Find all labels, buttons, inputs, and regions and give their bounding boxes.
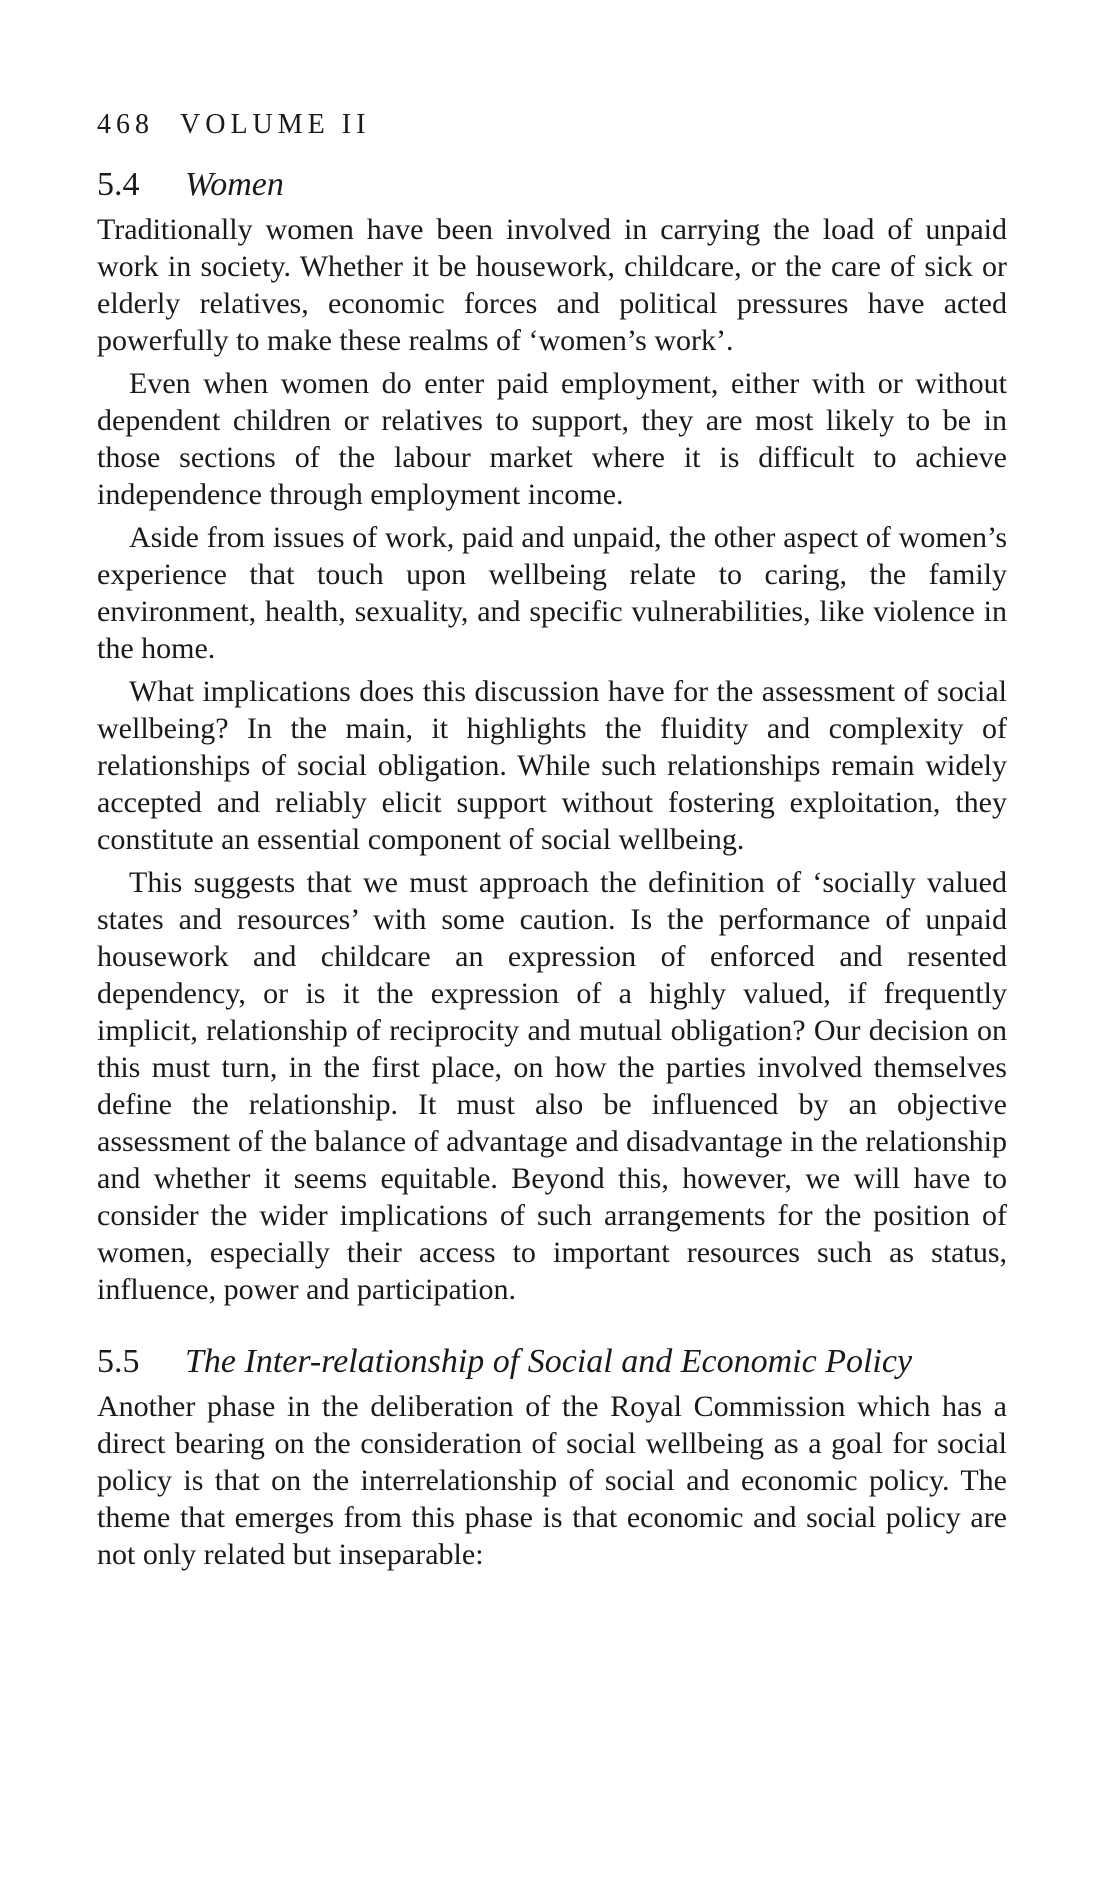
paragraph: Even when women do enter paid employment, either with or without dependent children or relatives to support, they are most likely to be in those sections of the labour market where it is difficult to achieve independence through employment income. — [97, 367, 1007, 511]
section-title: The Inter-relationship of Social and Economic Policy — [185, 1343, 913, 1380]
book-page — [97, 105, 1007, 1579]
section-number: 5.4 — [97, 166, 140, 203]
paragraph: What implications does this discussion have for the assessment of social wellbeing? In the main, it highlights the fluidity and complexity of relationships of social obligation. While such relationships remain widely accepted and reliably elicit support without fostering exploitation, they constitute an essential component of social wellbeing. — [97, 675, 1007, 856]
running-title: VOLUME II — [180, 109, 371, 140]
running-head — [97, 105, 1007, 145]
paragraph: This suggests that we must approach the definition of ‘socially valued states and resources’ with some caution. Is the performance of unpaid housework and childcare an expression of enforced and resented dependency, or is it the expression of a highly valued, if frequently implicit, relationship of reciprocity and mutual obligation? Our decision on this must turn, in the first place, on how the parties involved themselves define the relationship. It must also be influenced by an objective assessment of the balance of advantage and disadvantage in the relationship and whether it seems equitable. Beyond this, however, we will have to consider the wider implications of such arrangements for the position of women, especially their access to important resources such as status, influence, power and participation. — [97, 866, 1007, 1306]
section-title: Women — [185, 166, 284, 203]
section-heading-women — [97, 163, 1007, 207]
paragraph: Traditionally women have been involved in carrying the load of unpaid work in society. Whether it be housework, childcare, or the care of sick or elderly relatives, economic forces and political pressures have acted powerfully to make these realms of ‘women’s work’. — [97, 213, 1007, 357]
paragraph: Another phase in the deliberation of the Royal Commission which has a direct bearing on the consideration of social wellbeing as a goal for social policy is that on the interrelationship of social and economic policy. The theme that emerges from this phase is that economic and social policy are not only related but inseparable: — [97, 1390, 1007, 1571]
section-heading-interrelationship — [97, 1340, 1007, 1384]
section-spacer — [97, 1314, 1007, 1340]
section-number: 5.5 — [97, 1343, 140, 1380]
page-number: 468 — [97, 109, 154, 140]
paragraph: Aside from issues of work, paid and unpaid, the other aspect of women’s experience that touch upon wellbeing relate to caring, the family environment, health, sexuality, and specific vulnerabilities, like violence in the home. — [97, 521, 1007, 665]
